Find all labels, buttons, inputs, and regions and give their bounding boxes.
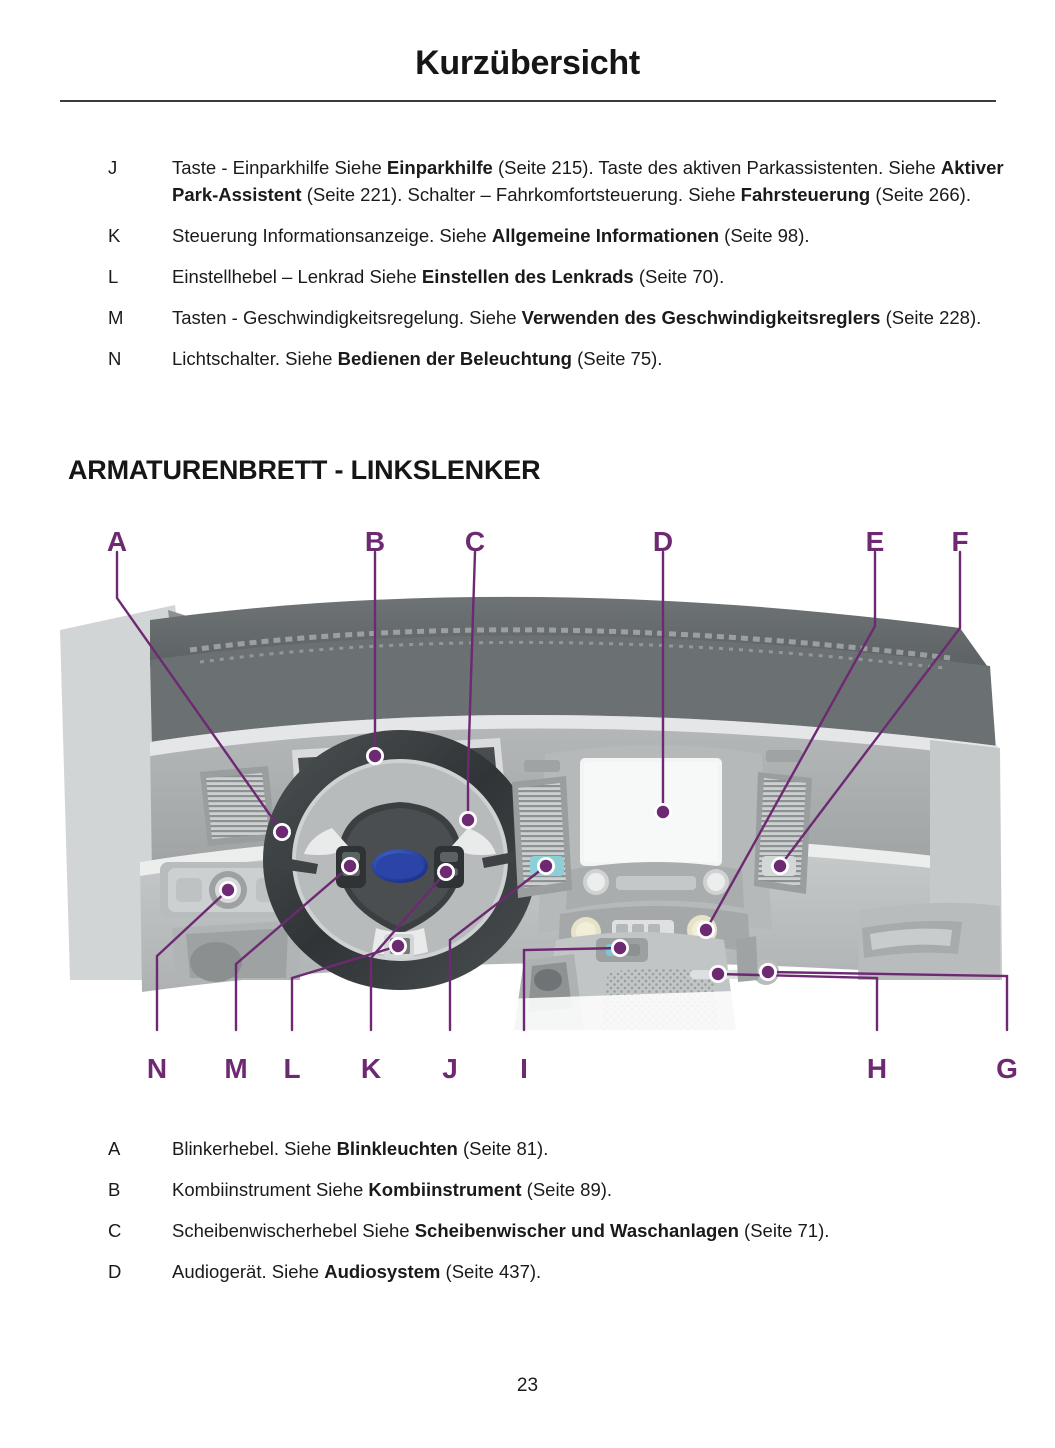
description-fragment: Tasten - Geschwindigkeitsregelung. Siehe <box>172 307 522 328</box>
callout-key: K <box>108 225 121 246</box>
callout-label-l: L <box>283 1053 301 1084</box>
callout-label-d: D <box>652 526 674 557</box>
callout-description-list-bottom <box>108 1135 1008 1299</box>
callout-description-row <box>108 1135 1008 1162</box>
cross-reference-link[interactable]: Audiosystem <box>324 1261 441 1282</box>
callout-label-e: E <box>865 526 885 557</box>
callout-label-n: N <box>146 1053 168 1084</box>
callout-key: A <box>108 1138 121 1159</box>
callout-description-row <box>108 1258 1008 1285</box>
description-fragment: (Seite 71). <box>738 1220 830 1241</box>
description-fragment: Scheibenwischerhebel Siehe <box>172 1220 415 1241</box>
callout-label-k: K <box>360 1053 382 1084</box>
description-fragment: (Seite 215). Taste des aktiven Parkassistenten. Siehe <box>492 157 941 178</box>
cross-reference-link[interactable]: Einparkhilfe <box>386 157 493 178</box>
cross-reference-link[interactable]: Einstellen des Lenkrads <box>421 266 634 287</box>
callout-key: B <box>108 1179 121 1200</box>
header-divider <box>60 100 996 102</box>
page-title: Kurzübersicht <box>415 44 640 82</box>
center-stack <box>538 745 772 956</box>
callout-key: L <box>108 266 119 287</box>
description-fragment: Taste - Einparkhilfe Siehe <box>172 157 387 178</box>
description-fragment: (Seite 98). <box>719 225 810 246</box>
callout-key: C <box>108 1220 122 1241</box>
description-fragment: (Seite 221). Schalter – Fahrkomfortsteuerung. Siehe <box>301 184 741 205</box>
callout-label-j: J <box>442 1053 458 1084</box>
description-fragment: (Seite 228). <box>880 307 982 328</box>
description-fragment: (Seite 75). <box>571 348 663 369</box>
callout-description-list-top <box>108 154 1008 386</box>
cross-reference-link[interactable]: Kombiinstrument <box>368 1179 522 1200</box>
cross-reference-link[interactable]: Scheibenwischer und Waschanlagen <box>414 1220 739 1241</box>
callout-description-row <box>108 154 1008 208</box>
callout-label-m: M <box>224 1053 248 1084</box>
callout-description-row <box>108 1217 1008 1244</box>
callout-description-row <box>108 304 1008 331</box>
callout-description-text <box>172 345 1008 372</box>
description-fragment: Lichtschalter. Siehe <box>172 348 338 369</box>
callout-label-i: I <box>520 1053 528 1084</box>
callout-description-text <box>172 154 1008 208</box>
callout-label-a: A <box>106 526 128 557</box>
callout-label-h: H <box>866 1053 888 1084</box>
callout-description-text <box>172 1217 1008 1244</box>
callout-label-b: B <box>364 526 386 557</box>
description-fragment: Einstellhebel – Lenkrad Siehe <box>172 266 422 287</box>
description-fragment: (Seite 266). <box>870 184 971 205</box>
cross-reference-link[interactable]: Fahrsteuerung <box>740 184 871 205</box>
description-fragment: (Seite 437). <box>440 1261 542 1282</box>
callout-description-text <box>172 222 1008 249</box>
callout-label-f: F <box>951 526 969 557</box>
dashboard-photo <box>0 510 1055 1100</box>
page-header <box>0 0 1055 104</box>
page-number: 23 <box>516 1375 539 1396</box>
callout-description-row <box>108 222 1008 249</box>
center-vent-left <box>512 776 572 898</box>
cross-reference-link[interactable]: Blinkleuchten <box>336 1138 458 1159</box>
callout-key: J <box>108 157 118 178</box>
callout-description-row <box>108 345 1008 372</box>
section-heading: ARMATURENBRETT - LINKSLENKER <box>68 455 541 485</box>
dashboard-illustration <box>0 510 1055 1100</box>
callout-description-text <box>172 1135 1008 1162</box>
cross-reference-link[interactable]: Allgemeine Informationen <box>491 225 720 246</box>
cross-reference-link[interactable]: Aktiver Park-Assistent <box>172 157 1004 205</box>
callout-label-g: G <box>996 1053 1018 1084</box>
callout-description-text <box>172 304 1008 331</box>
callout-key: M <box>108 307 124 328</box>
description-fragment: Audiogerät. Siehe <box>172 1261 325 1282</box>
callout-label-c: C <box>464 526 486 557</box>
description-fragment: (Seite 81). <box>457 1138 549 1159</box>
description-fragment: (Seite 70). <box>633 266 725 287</box>
callout-description-text <box>172 1258 1008 1285</box>
description-fragment: Kombiinstrument Siehe <box>172 1179 369 1200</box>
description-fragment: (Seite 89). <box>521 1179 613 1200</box>
cross-reference-link[interactable]: Bedienen der Beleuchtung <box>337 348 572 369</box>
description-fragment: Blinkerhebel. Siehe <box>172 1138 337 1159</box>
callout-description-text <box>172 1176 1008 1203</box>
callout-description-row <box>108 1176 1008 1203</box>
description-fragment: Steuerung Informationsanzeige. Siehe <box>172 225 492 246</box>
callout-description-text <box>172 263 1008 290</box>
callout-key: D <box>108 1261 122 1282</box>
cross-reference-link[interactable]: Verwenden des Geschwindigkeitsreglers <box>521 307 881 328</box>
callout-key: N <box>108 348 122 369</box>
callout-description-row <box>108 263 1008 290</box>
dashboard-diagram <box>0 510 1055 1100</box>
